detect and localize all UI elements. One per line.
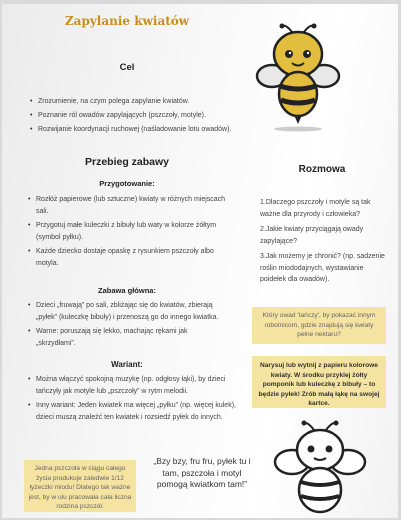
list-item: • Dzieci „fruwają” po sali, zbliżając się do kwiatów, zbierają „pyłek” (kuleczkę bibuły) i przenoszą go do innego kwiatka. bbox=[28, 300, 228, 323]
section-heading-przebieg: Przebieg zabawy bbox=[84, 156, 170, 168]
bee-illustration-outline bbox=[270, 418, 370, 518]
list-item: • Przygotuj małe kuleczki z bibuły lub waty w kolorze żółtym (symbol pyłku). bbox=[28, 220, 228, 243]
page-title: Zapylanie kwiatów bbox=[64, 14, 190, 28]
list-item: • Inny wariant: Jeden kwiatek ma więcej „pyłku” (np. więcej kulek), dzieci muszą znaleźć ten kwiatek i rozsiedź pyłek do innych. bbox=[28, 400, 240, 423]
cel-list bbox=[30, 96, 255, 138]
section-heading-cel: Cel bbox=[119, 62, 135, 73]
subheading-wariant: Wariant: bbox=[111, 360, 143, 369]
list-item: • Można włączyć spokojną muzykę (np. odgłosy łąki), by dzieci tańczyły jak motyle lub „pszczoły” w rytm melodii. bbox=[28, 374, 240, 397]
zabawa-list bbox=[28, 300, 228, 352]
wariant-list bbox=[28, 374, 240, 426]
rozmowa-questions bbox=[260, 197, 388, 290]
bee-illustration-color bbox=[252, 20, 344, 132]
list-item: 2.Jakie kwiaty przyciągają owady zapylające? bbox=[260, 226, 364, 245]
quiz-question-box: Który owad 'tańczy', by pokazać innym robotnicom, gdzie znajdują się kwiaty pełne nektaru? bbox=[252, 307, 386, 344]
list-item: • Zrozumienie, na czym polega zapylanie kwiatów. bbox=[30, 96, 255, 107]
subheading-przygotowanie: Przygotowanie: bbox=[99, 179, 155, 188]
list-item: 1.Dlaczego pszczoły i motyle są tak ważne dla przyrody i człowieka? bbox=[260, 199, 371, 218]
section-heading-rozmowa: Rozmowa bbox=[298, 164, 346, 175]
list-item: • Rozwijanie koordynacji ruchowej (naśladowanie lotu owadów). bbox=[30, 124, 255, 135]
worksheet-page bbox=[2, 4, 398, 518]
list-item: • Każde dziecko dostaje opaskę z rysunkiem pszczoły albo motyla. bbox=[28, 246, 228, 269]
przygotowanie-list bbox=[28, 194, 228, 272]
fun-fact-box: Jedna pszczoła w ciągu całego życia produkuje zaledwie 1/12 łyżeczki miodu! Dlatego tak ważne jest, by w ulu pracowała cała liczna rodzina pszczół. bbox=[24, 460, 136, 512]
rhyme-quote: „Bzy bzy, fru fru, pyłek tu i tam, pszczoła i motyl pomogą kwiatkom tam!” bbox=[153, 456, 251, 489]
list-item: • Warne: poruszają się lekko, machając rękami jak „skrzydłami”. bbox=[28, 326, 228, 349]
list-item: • Poznanie ról owadów zapylających (pszczoły, motyle). bbox=[30, 110, 255, 121]
list-item: 3.Jak możemy je chronić? (np. sadzenie roślin miododajnych, wystawianie poidełek dla owadów). bbox=[260, 253, 385, 283]
list-item: • Rozłóż papierowe (lub sztuczne) kwiaty w różnych miejscach sali. bbox=[28, 194, 228, 217]
craft-instruction-box: Narysuj lub wytnij z papieru kolorowe kwiaty. W środku przyklej żółty pomponik lub kuleczkę z bibuły – to będzie pyłek! Zrób małą łąkę na swojej kartce. bbox=[252, 356, 386, 408]
subheading-zabawa: Zabawa główna: bbox=[98, 286, 156, 295]
